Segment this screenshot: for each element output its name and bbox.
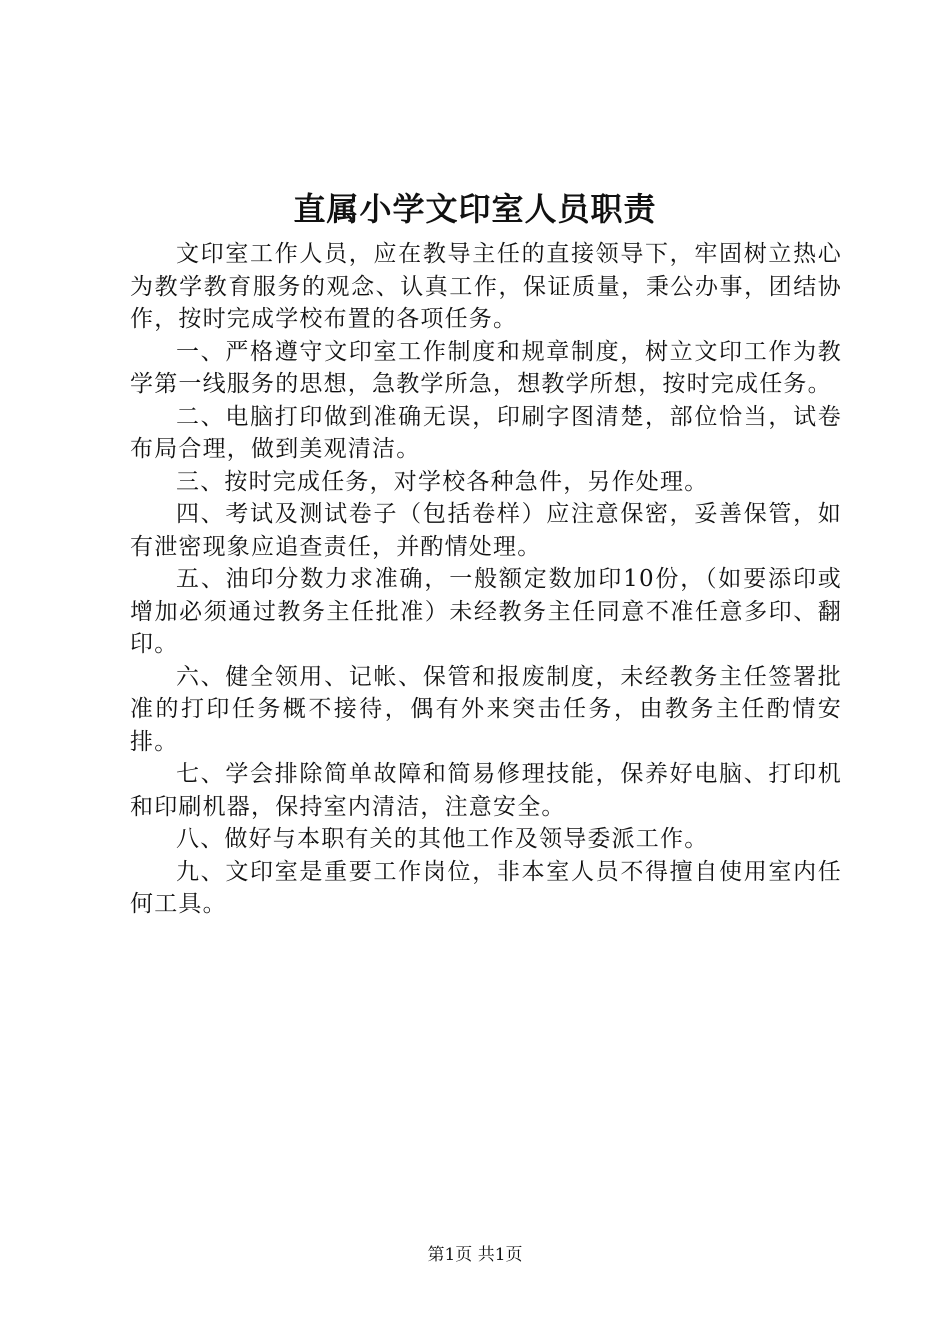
paragraph-intro: 文印室工作人员，应在教导主任的直接领导下，牢固树立热心为教学教育服务的观念、认真工作，保证质量，秉公办事，团结协作，按时完成学校布置的各项任务。	[130, 241, 842, 332]
paragraph-item-8: 八、做好与本职有关的其他工作及领导委派工作。	[176, 826, 709, 852]
document-body	[130, 238, 842, 921]
page-footer: 第1页 共1页	[427, 1245, 523, 1265]
document-title: 直属小学文印室人员职责	[293, 190, 657, 228]
paragraph-item-2: 二、电脑打印做到准确无误，印刷字图清楚，部位恰当，试卷布局合理，做到美观清洁。	[130, 403, 842, 462]
paragraph-item-9: 九、文印室是重要工作岗位，非本室人员不得擅自使用室内任何工具。	[130, 858, 842, 917]
paragraph-item-6: 六、健全领用、记帐、保管和报废制度，未经教务主任签署批准的打印任务概不接待，偶有外来突击任务，由教务主任酌情安排。	[130, 663, 842, 755]
paragraph-item-1: 一、严格遵守文印室工作制度和规章制度，树立文印工作为教学第一线服务的思想，急教学所急，想教学所想，按时完成任务。	[130, 338, 842, 397]
paragraph-item-3: 三、按时完成任务，对学校各种急件，另作处理。	[176, 468, 709, 495]
paragraph-item-5: 五、油印分数力求准确，一般额定数加印10份，（如要添印或增加必须通过教务主任批准）未经教务主任同意不准任意多印、翻印。	[130, 566, 842, 657]
paragraph-item-4: 四、考试及测试卷子（包括卷样）应注意保密，妥善保管，如有泄密现象应追查责任，并酌情处理。	[130, 501, 842, 560]
paragraph-item-7: 七、学会排除简单故障和简易修理技能，保养好电脑、打印机和印刷机器，保持室内清洁，注意安全。	[130, 761, 842, 820]
